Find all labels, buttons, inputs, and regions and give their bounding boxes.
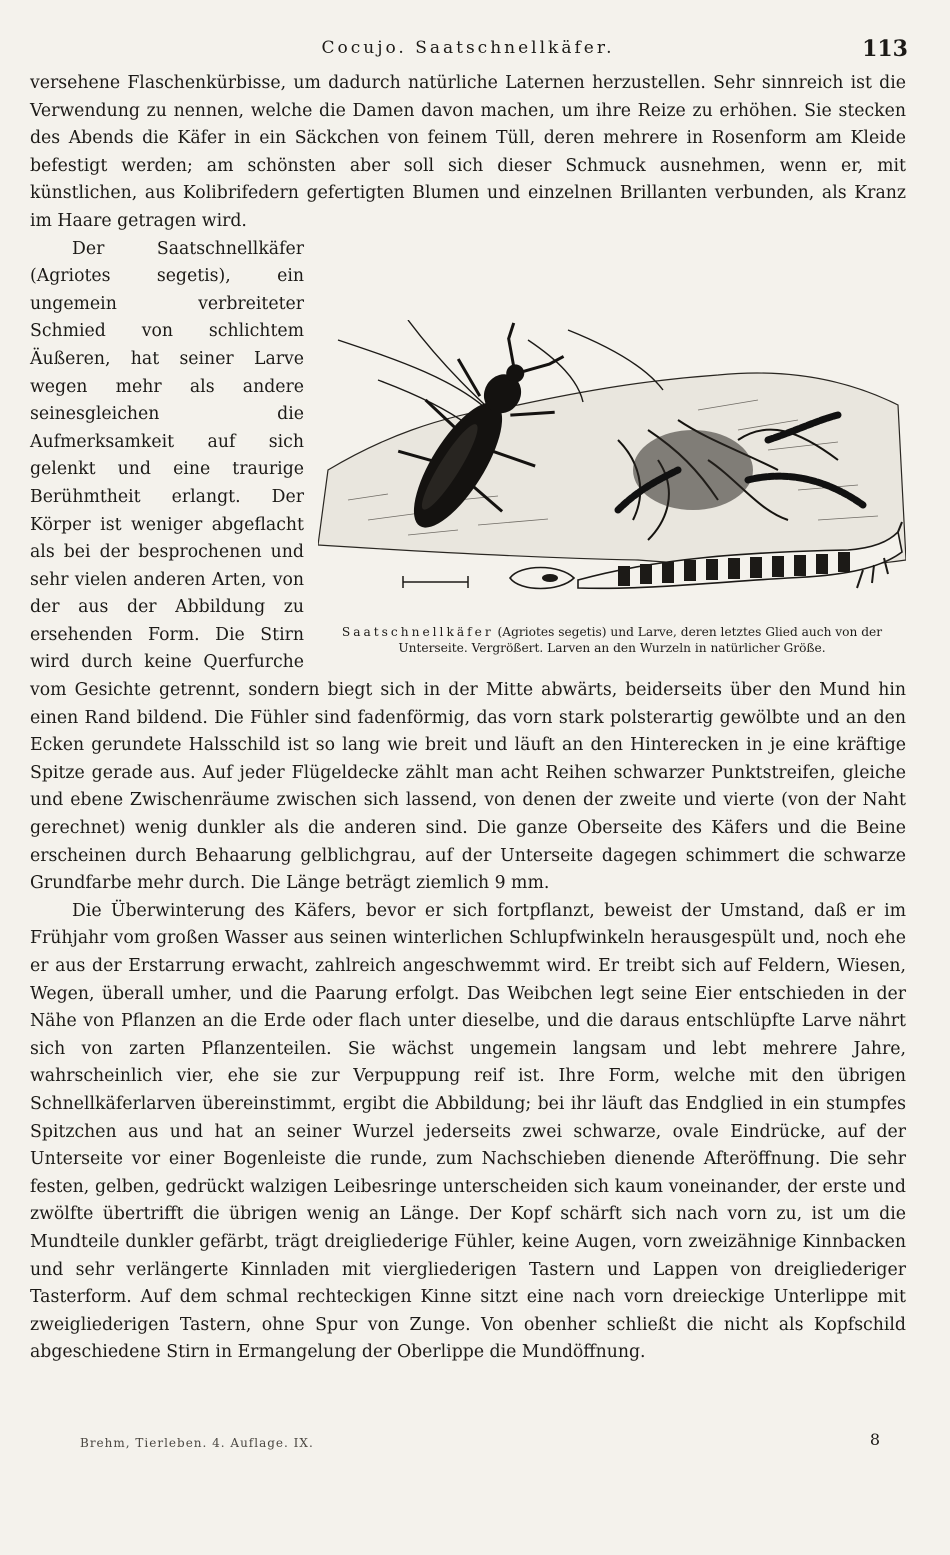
sheet-number: 8 xyxy=(869,1430,880,1449)
footer-signature: Brehm, Tierleben. 4. Auflage. IX. xyxy=(80,1436,314,1450)
soil-mound xyxy=(318,373,906,567)
scale-bar xyxy=(403,576,468,588)
caption-lead: Saatschnellkäfer xyxy=(341,624,494,639)
root-shadow xyxy=(633,430,753,510)
paragraph-1: versehene Flaschenkürbisse, um dadurch natürliche Laternen herzustellen. Sehr sinnreich ist die Verwendung zu nennen, welche die Damen davon machen, um ihre Reize zu erhöhen. Sie stecken des Abends die Käfer in ein Säckchen von feinem Tüll, deren mehrere in Rosenform am Kleide befestigt werden; am schönsten aber soll sich dieser Schmuck ausnehmen, wenn er, mit künstlichen, aus Kolibrifedern gefertigten Blumen und einzelnen Brillanten verbunden, als Kranz im Haare getragen wird. xyxy=(30,73,906,231)
page xyxy=(30,30,906,1367)
figure xyxy=(318,320,906,656)
paragraph-3: Die Überwinterung des Käfers, bevor er sich fortpflanzt, beweist der Umstand, daß er im Frühjahr vom großen Wasser aus seinen winterlichen Schlupfwinkeln herausgespült und, noch ehe er aus der Erstarrung erwacht, zahlreich angeschwemmt wird. Er treibt sich auf Feldern, Wiesen, Wegen, überall umher, und die Paarung erfolgt. Das Weibchen legt seine Eier entschieden in der Nähe von Pflanzen an die Erde oder flach unter dieselbe, und die daraus entschlüpfte Larve nährt sich von zarten Pflanzenteilen. Sie wächst ungemein langsam und lebt mehrere Jahre, wahrscheinlich vier, ehe sie zur Verpuppung reif ist. Ihre Form, welche mit den übrigen Schnellkäferlarven übereinstimmt, ergibt die Abbildung; bei ihr läuft das Endglied in ein stumpfes Spitzchen aus und hat an seiner Wurzel jederseits zwei schwarze, ovale Eindrücke, auf der Unterseite vor einer Bogenleiste die runde, zum Nachschieben dienende Afteröffnung. Die sehr festen, gelben, gedrückt walzigen Leibesringe unterscheiden sich kaum voneinander, der erste und zwölfte übertrifft die übrigen wenig an Länge. Der Kopf schärft sich nach vorn zu, ist um die Mundteile dunkler gefärbt, trägt dreigliederige Fühler, keine Augen, vorn zweizähnige Kinnbacken und sehr verlängerte Kinnladen mit viergliederigen Tastern und Lappen von dreigliederiger Tasterform. Auf dem schmal rechteckigen Kinne sitzt eine nach vorn dreieckige Unterlippe mit zweigliederigen Tastern, ohne Spur von Zunge. Von obenher schließt die nicht als Kopfschild abgeschiedene Stirn in Ermangelung der Oberlippe die Mundöffnung. xyxy=(30,900,906,1363)
running-title: Cocujo. Saatschnellkäfer. xyxy=(321,38,615,58)
body-text xyxy=(30,70,906,1367)
running-head xyxy=(30,30,906,70)
figure-caption xyxy=(318,624,906,656)
page-number: 113 xyxy=(862,36,908,62)
caption-text: (Agriotes segetis) und Larve, deren letztes Glied auch von der Unterseite. Vergrößert. Larven an den Wurzeln in natürlicher Größe. xyxy=(398,624,883,655)
page-footer xyxy=(80,1430,880,1460)
larva-end-segment xyxy=(510,567,574,588)
figure-illustration xyxy=(318,320,906,620)
paragraph-2: Der Saatschnellkäfer (Agriotes segetis), ein ungemein verbreiteter Schmied von schlichtem Äußeren, hat seiner Larve wegen mehr als andere seinesgleichen die Aufmerksamkeit auf sich gelenkt und eine traurige Berühmtheit erlangt. Der Körper ist weniger abgeflacht als bei der besprochenen und sehr vielen anderen Arten, von der aus der Abbildung zu ersehenden Form. Die Stirn wird durch keine Querfurche vom Gesichte getrennt, sondern biegt sich in der Mitte abwärts, beiderseits über den Mund hin einen Rand bildend. Die Fühler sind fadenförmig, das vorn stark polsterartig gewölbte und an den Ecken gerundete Halsschild ist so lang wie breit und läuft an den Hinterecken in je eine kräftige Spitze gerade aus. Auf jeder Flügeldecke zählt man acht Reihen schwarzer Punktstreifen, gleiche und ebene Zwischenräume zwischen sich lassend, von denen der zweite und vierte (von der Naht gerechnet) wenig dunkler als die anderen sind. Die ganze Oberseite des Käfers und die Beine erscheinen durch Behaarung gelblichgrau, auf der Unterseite dagegen schimmert die schwarze Grundfarbe mehr durch. Die Länge beträgt ziemlich 9 mm. xyxy=(30,238,906,894)
